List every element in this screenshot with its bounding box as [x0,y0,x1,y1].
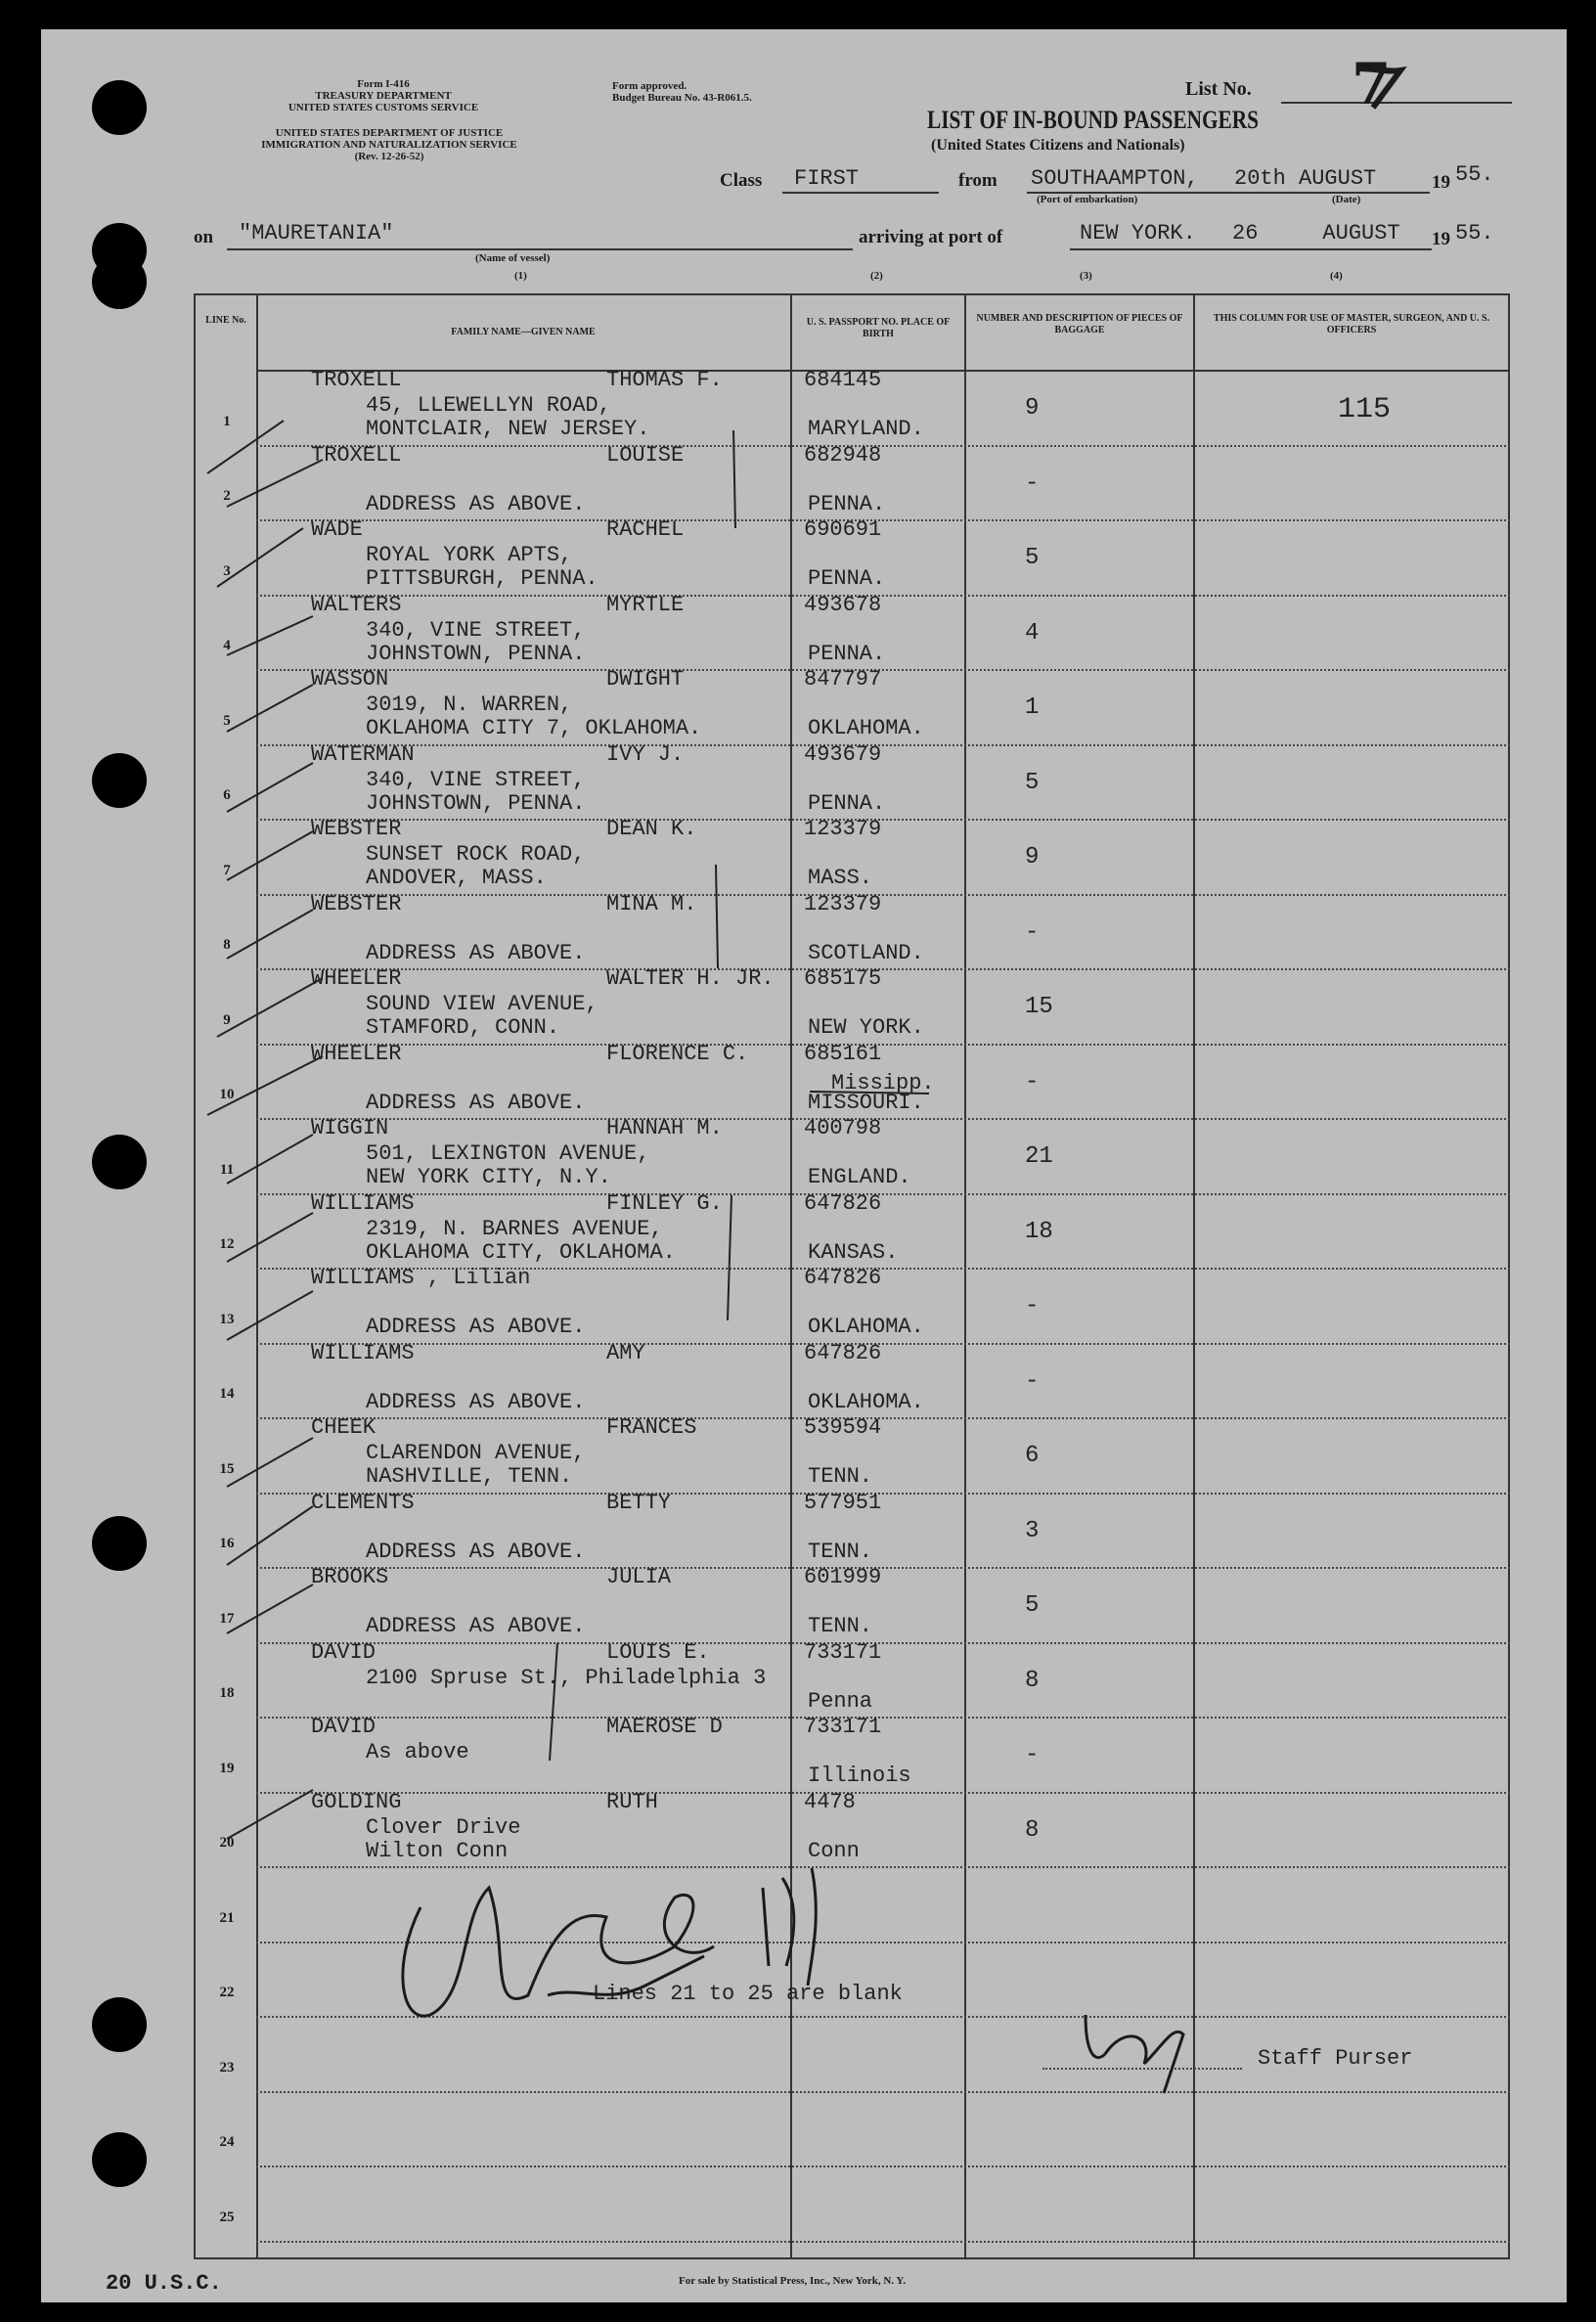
budget-bureau-no: Budget Bureau No. 43-R061.5. [612,92,752,104]
check-mark [227,1135,313,1183]
line-number: 3 [223,562,231,579]
signature-scrawl [403,1888,714,2016]
address-line-2: MONTCLAIR, NEW JERSEY. [366,417,650,441]
col-2-number: (2) [870,270,883,282]
given-name: RACHEL [606,517,685,542]
address-line-1: 501, LEXINGTON AVENUE, [366,1141,650,1166]
line-number: 15 [219,1460,235,1477]
family-name: WEBSTER [311,891,402,916]
check-mark [227,1790,313,1839]
line-number: 9 [223,1011,231,1028]
family-name: DAVID [311,1715,377,1739]
check-mark [227,616,313,655]
col-header-name: FAMILY NAME—GIVEN NAME [451,327,596,337]
address-line-1: 340, VINE STREET, [366,767,586,792]
birth-place: ENGLAND. [808,1165,911,1189]
family-name: WALTERS [311,592,402,617]
baggage-count: 21 [1025,1143,1053,1170]
baggage-count: 3 [1025,1517,1040,1544]
initials-strokes [763,1868,816,1986]
arrival-year: 55. [1455,221,1494,246]
line-number: 19 [219,1760,235,1776]
passport-number: 4478 [804,1789,856,1814]
baggage-count: - [1025,1367,1040,1395]
passport-number: 647826 [804,1266,882,1290]
col-3-number: (3) [1080,270,1092,282]
check-mark [207,1056,323,1115]
year-prefix: 19 [1432,172,1450,193]
check-mark [227,1585,313,1633]
baggage-count: 1 [1025,694,1040,721]
given-name: HANNAH M. [606,1116,723,1140]
birth-place: TENN. [808,1539,873,1564]
birth-place: Penna [808,1688,873,1714]
baggage-count: 5 [1025,1592,1040,1619]
passport-number: 647826 [804,1340,882,1365]
address-line-2: ADDRESS AS ABOVE. [366,940,586,965]
birth-place: KANSAS. [808,1239,899,1265]
birth-place-note: Missipp. [831,1070,935,1095]
address-line-2: NASHVILLE, TENN. [366,1464,573,1489]
embarkation-caption: (Port of embarkation) [1037,194,1138,205]
baggage-count: - [1025,1293,1040,1319]
birth-place: Conn [808,1838,860,1863]
family-name: WILLIAMS , Lilian [311,1266,531,1290]
birth-place: OKLAHOMA. [808,1389,924,1414]
birth-place: MASS. [808,866,873,890]
vessel-caption: (Name of vessel) [475,252,551,264]
line-number: 7 [223,862,231,878]
class-value: FIRST [794,166,860,191]
line-number: 12 [219,1236,235,1252]
address-line-2: ANDOVER, MASS. [366,866,547,890]
family-name: WADE [311,517,363,542]
passport-number: 847797 [804,667,882,692]
passport-number: 647826 [804,1190,882,1216]
passport-number: 493678 [804,592,882,617]
passport-number: 690691 [804,517,882,542]
baggage-count: 18 [1025,1218,1053,1245]
address-line-1: 340, VINE STREET, [366,617,586,643]
family-name: WASSON [311,667,389,692]
check-mark [217,528,303,587]
passport-number: 123379 [804,817,882,841]
given-name: FRANCES [606,1415,697,1440]
birth-place: NEW YORK. [808,1015,924,1040]
check-mark [227,763,313,812]
baggage-count: 9 [1025,395,1040,422]
embarkation-date: 20th AUGUST [1234,166,1377,191]
baggage-count: - [1025,918,1040,946]
line-number: 22 [219,1985,235,2000]
line-number: 16 [219,1536,235,1551]
footer-statute: 20 U.S.C. [106,2271,222,2296]
birth-place: MARYLAND. [808,417,924,441]
bracket-mark [716,865,718,968]
purser-initials [1086,2015,1183,2093]
immigration-service: IMMIGRATION AND NATURALIZATION SERVICE [261,139,517,151]
line-number: 4 [223,638,231,653]
check-mark [227,1506,313,1565]
address-line-1: SOUND VIEW AVENUE, [366,992,598,1016]
address-line-1: 45, LLEWELLYN ROAD, [366,393,611,418]
passport-number: 493679 [804,741,882,767]
family-name: WIGGIN [311,1116,389,1140]
baggage-count: - [1025,469,1040,497]
passport-number: 685175 [804,966,882,991]
arrival-port: NEW YORK. [1080,221,1196,246]
passport-number: 539594 [804,1415,882,1440]
arriving-label: arriving at port of [859,227,1003,247]
birth-place: PENNA. [808,641,886,666]
check-mark [227,460,323,507]
given-name: MINA M. [606,891,697,916]
given-name: DWIGHT [606,667,685,692]
address-line-1: 3019, N. WARREN, [366,692,573,717]
line-number: 2 [223,488,231,504]
address-line-1: As above [366,1740,469,1764]
line-number: 13 [219,1311,235,1327]
address-line-1: ROYAL YORK APTS, [366,543,573,567]
check-mark [227,831,313,880]
address-line-2: ADDRESS AS ABOVE. [366,1539,586,1564]
address-line-2: ADDRESS AS ABOVE. [366,1389,586,1414]
line-number: 25 [219,2209,235,2225]
list-number-handwritten [1357,68,1400,108]
official-note: 115 [1338,393,1392,426]
address-line-1: CLARENDON AVENUE, [366,1441,586,1465]
address-line-2: ADDRESS AS ABOVE. [366,491,586,516]
bracket-mark [728,1195,732,1320]
strikeout-mark [810,1092,929,1094]
check-mark [227,1213,313,1262]
family-name: WILLIAMS [311,1340,415,1365]
line-number: 14 [219,1386,235,1402]
birth-place: PENNA. [808,491,886,516]
line-number: 20 [219,1835,235,1851]
printer-credit: For sale by Statistical Press, Inc., New York, N. Y. [679,2275,907,2287]
list-subtitle: (United States Citizens and Nationals) [931,137,1185,154]
passport-number: 123379 [804,891,882,916]
address-line-2: Wilton Conn [366,1838,509,1863]
col-1-number: (1) [514,270,527,282]
col-4-number: (4) [1330,270,1343,282]
col-header-officers: THIS COLUMN FOR USE OF MASTER, SURGEON, AND U. S. OFFICERS [1213,313,1490,335]
family-name: GOLDING [311,1789,402,1814]
line-number: 1 [223,413,231,429]
given-name: RUTH [606,1789,658,1814]
address-line-2: OKLAHOMA CITY 7, OKLAHOMA. [366,716,702,740]
line-number: 24 [219,2134,235,2150]
line-number: 5 [223,712,231,729]
family-name: BROOKS [311,1565,389,1589]
family-name: CHEEK [311,1415,377,1440]
address-line-2: ADDRESS AS ABOVE. [366,1315,586,1339]
family-name: DAVID [311,1639,377,1665]
check-mark [207,421,284,473]
passport-number: 577951 [804,1490,882,1515]
birth-place: TENN. [808,1614,873,1638]
check-marks [207,421,929,1839]
passport-number: 684145 [804,368,882,392]
date-caption: (Date) [1332,194,1361,205]
address-line-2: PITTSBURGH, PENNA. [366,566,598,591]
revision-date: (Rev. 12-26-52) [354,151,424,162]
arrival-year-prefix: 19 [1432,229,1450,249]
address-line-2: ADDRESS AS ABOVE. [366,1090,586,1115]
given-name: DEAN K. [606,817,697,841]
address-line-2: JOHNSTOWN, PENNA. [366,790,586,816]
list-no-value: 7 [1352,51,1392,117]
line-number: 10 [219,1087,235,1102]
given-name: WALTER H. JR. [606,966,775,991]
passport-number: 733171 [804,1639,882,1665]
birth-place: MISSOURI. [808,1090,924,1115]
check-mark [227,1291,313,1340]
col-header-line-no: LINE No. [205,315,246,326]
list-no-label: List No. [1185,78,1252,100]
line-number: 6 [223,787,231,803]
form-approved: Form approved. [612,80,687,92]
bracket-mark [733,430,735,528]
line-number: 17 [219,1610,235,1627]
baggage-count: 5 [1025,545,1040,571]
given-name: AMY [606,1340,645,1365]
col-header-passport: U. S. PASSPORT NO. PLACE OF BIRTH [806,317,951,339]
col-header-baggage: NUMBER AND DESCRIPTION OF PIECES OF BAGGAGE [976,313,1183,335]
birth-place: PENNA. [808,790,886,816]
baggage-count: 8 [1025,1667,1040,1694]
given-name: LOUIS E. [606,1639,710,1665]
birth-place: TENN. [808,1464,873,1489]
from-label: from [958,170,998,191]
baggage-count: 9 [1025,844,1040,871]
family-name: WHEELER [311,966,402,991]
given-name: THOMAS F. [606,368,723,392]
address-line-2: STAMFORD, CONN. [366,1015,560,1040]
baggage-count: 8 [1025,1816,1040,1844]
address-line-2: JOHNSTOWN, PENNA. [366,641,586,666]
staff-purser-label: Staff Purser [1258,2046,1413,2071]
blank-lines-note: Lines 21 to 25 are blank [593,1982,903,2006]
embarkation-port: SOUTHAAMPTON, [1031,166,1199,191]
address-line-1: 2319, N. BARNES AVENUE, [366,1216,663,1241]
line-number: 18 [219,1685,235,1701]
vessel-name: "MAURETANIA" [239,221,394,246]
family-name: WATERMAN [311,741,415,767]
birth-place: PENNA. [808,566,886,591]
customs-service: UNITED STATES CUSTOMS SERVICE [288,102,479,113]
line-number: 23 [219,2059,235,2076]
baggage-count: 15 [1025,994,1053,1020]
baggage-count: - [1025,1068,1040,1095]
form-number: Form I-416 [357,78,410,90]
passport-number: 400798 [804,1116,882,1140]
given-name: MYRTLE [606,592,685,617]
treasury-department: TREASURY DEPARTMENT [315,90,452,102]
line-number: 11 [219,1161,235,1178]
passport-number: 601999 [804,1565,882,1589]
passport-number: 682948 [804,442,882,468]
baggage-count: 6 [1025,1443,1040,1469]
given-name: BETTY [606,1490,672,1515]
line-number: 8 [223,937,231,953]
on-label: on [194,227,214,247]
given-name: JULIA [606,1565,672,1589]
list-title: LIST OF IN-BOUND PASSENGERS [927,106,1260,134]
embarkation-year: 55. [1455,162,1494,187]
baggage-count: 5 [1025,769,1040,796]
birth-place: OKLAHOMA. [808,1315,924,1339]
address-line-2: OKLAHOMA CITY, OKLAHOMA. [366,1239,676,1265]
family-name: TROXELL [311,442,402,468]
given-name: MAEROSE D [606,1715,723,1739]
family-name: CLEMENTS [311,1490,415,1515]
given-name: LOUISE [606,442,685,468]
address-line-2: NEW YORK CITY, N.Y. [366,1165,611,1189]
address-line-1: SUNSET ROCK ROAD, [366,842,586,867]
family-name: TROXELL [311,368,402,392]
baggage-count: - [1025,1742,1040,1768]
baggage-count: 4 [1025,619,1040,647]
given-name: FINLEY G. [606,1190,723,1216]
passport-number: 733171 [804,1715,882,1739]
address-line-1: 2100 Spruse St., Philadelphia 3 [366,1665,767,1690]
bracket-mark [550,1643,557,1761]
check-mark [227,910,313,959]
birth-place: SCOTLAND. [808,940,924,965]
line-number: 21 [219,1909,235,1926]
birth-place: OKLAHOMA. [808,716,924,740]
family-name: WHEELER [311,1041,402,1066]
family-name: WEBSTER [311,817,402,841]
given-name: IVY J. [606,741,685,767]
family-name: WILLIAMS [311,1190,415,1216]
address-line-1: Clover Drive [366,1814,521,1840]
check-mark [227,1438,313,1487]
department-of-justice: UNITED STATES DEPARTMENT OF JUSTICE [275,127,504,139]
check-mark [217,978,323,1037]
arrival-date: 26 AUGUST [1232,221,1400,246]
passport-number: 685161 [804,1041,882,1066]
check-mark [227,685,313,732]
address-line-2: ADDRESS AS ABOVE. [366,1614,586,1638]
given-name: FLORENCE C. [606,1041,749,1066]
birth-place: Illinois [808,1764,911,1788]
class-label: Class [720,170,763,191]
